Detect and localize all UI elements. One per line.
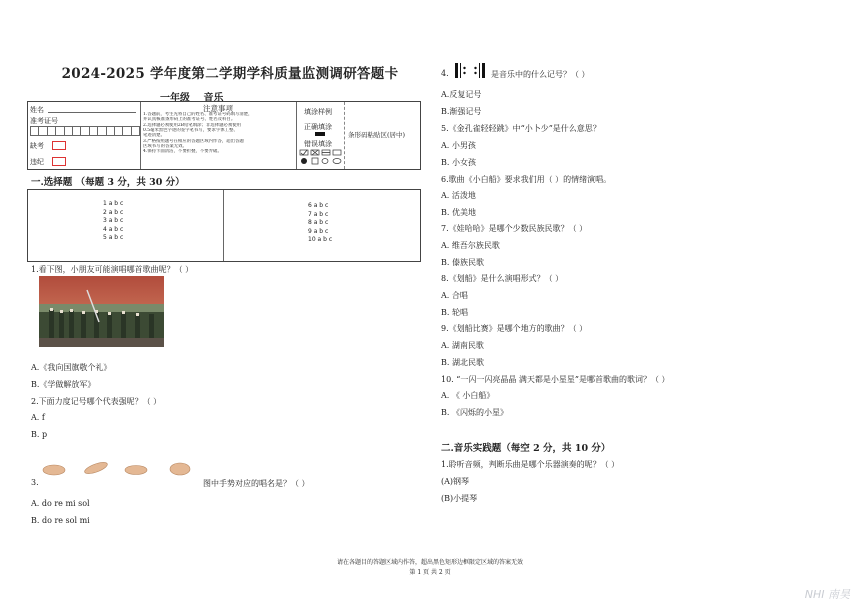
wrong-fill-marks-icon (299, 149, 343, 165)
grade-label: 一年级 (160, 93, 190, 104)
answer-row[interactable]: 10 a b c (308, 236, 333, 243)
section2-title: 二.音乐实践题（每空 2 分，共 10 分） (441, 443, 611, 454)
q6-option-a: A. 活泼地 (441, 191, 476, 200)
watermark-logo: NHI 南昊 (804, 588, 850, 601)
repeat-sign-icon (452, 62, 488, 79)
note-line: 笔迹清楚。 (143, 133, 165, 138)
question-4-number: 4. (441, 69, 449, 78)
section1-title: 一.选择题 （每题 3 分，共 30 分） (31, 177, 185, 188)
q7-option-a: A. 维吾尔族民歌 (441, 241, 500, 250)
note-line: 并认真核准条形码上的准考证号、姓名及科目。 (143, 117, 236, 122)
violation-checkbox[interactable] (52, 157, 66, 166)
name-label: 姓名 (30, 106, 44, 114)
answer-row[interactable]: 7 a b c (308, 210, 329, 218)
note-line: 1.答题前，考生先将自己的姓名、准考证号码填写清楚， (143, 112, 253, 117)
answer-row[interactable]: 9 a b c (308, 227, 329, 235)
question-9: 9.《划船比赛》是哪个地方的歌曲？（ ） (441, 324, 588, 333)
sample-title: 填涂样例 (304, 108, 332, 116)
question-8: 8.《划船》是什么演唱形式？（ ） (441, 274, 564, 283)
subject-label: 音乐 (203, 93, 224, 104)
answer-row[interactable]: 3 a b c (103, 217, 124, 224)
q2-option-a: A. f (31, 413, 45, 422)
absent-checkbox[interactable] (52, 141, 66, 150)
question-2: 2.下面力度记号哪个代表强呢？（ ） (31, 397, 162, 406)
notes-panel (140, 102, 297, 169)
practice-question-1: 1.聆听音频，判断乐曲是哪个乐器演奏的呢？（ ） (441, 460, 620, 469)
footer-notice: 请在各题目的答题区域内作答，超出黑色矩形边框限定区域的答案无效 (336, 559, 523, 566)
correct-fill-mark (315, 132, 325, 136)
barcode-label: 条形码粘贴区(居中) (348, 131, 406, 139)
fill-sample-panel (296, 102, 345, 169)
exam-id-grid[interactable] (30, 126, 139, 136)
note-line: 2.选择题必须使用2B铅笔填涂；非选择题必须使用 (143, 123, 242, 128)
q1-option-a: A.《我向国旗敬个礼》 (31, 363, 112, 372)
practice-q1-option-b: (B)小提琴 (441, 494, 478, 503)
q10-option-a: A. 《 小白船》 (441, 391, 495, 400)
answer-divider (223, 190, 224, 261)
q8-option-b: B. 轮唱 (441, 308, 468, 317)
candidate-fields (28, 102, 141, 169)
q3-option-a: A. do re mi sol (31, 499, 90, 508)
note-line: 4.保持卡面清洁，不要折叠，不要弄破。 (143, 149, 222, 154)
q4-option-b: B.渐强记号 (441, 107, 482, 116)
answer-row[interactable]: 4 a b c (103, 225, 124, 233)
barcode-area (344, 102, 420, 169)
question-5: 5.《金孔雀轻轻跳》中“小卜少”是什么意思？ (441, 124, 601, 133)
exam-id-label: 准考证号 (30, 117, 58, 125)
q9-option-a: A. 湖南民歌 (441, 341, 484, 350)
answer-column-right[interactable] (308, 202, 332, 245)
candidate-info-box (27, 101, 421, 170)
answer-column-left[interactable] (103, 200, 123, 243)
answer-row[interactable]: 1 a b c (103, 200, 124, 207)
answer-row[interactable]: 2 a b c (103, 208, 124, 216)
q9-option-b: B. 湖北民歌 (441, 358, 484, 367)
absent-label: 缺考 (30, 142, 44, 150)
question-10: 10. “一闪一闪亮晶晶 满天都是小星星”是哪首歌曲的歌词？（ ） (441, 375, 670, 384)
answer-grid (27, 189, 421, 262)
note-line: 3.严格按照题号在相应的答题区域内作答，超出答题 (143, 139, 244, 144)
page-title: 2024-2025 学年度第二学期学科质量监测调研答题卡 (61, 66, 399, 82)
correct-fill-label: 正确填涂 (304, 123, 332, 131)
violation-label: 违纪 (30, 158, 44, 166)
q5-option-a: A. 小男孩 (441, 141, 476, 150)
note-line: 区域书写的答案无效。 (143, 144, 187, 149)
question-4-text: 是音乐中的什么记号？（ ） (491, 70, 590, 79)
wrong-fill-label: 错误填涂 (304, 140, 332, 148)
hand-sign-icon (40, 460, 200, 478)
practice-q1-option-a: (A)钢琴 (441, 477, 470, 486)
answer-row[interactable]: 8 a b c (308, 219, 329, 226)
q5-option-b: B. 小女孩 (441, 158, 476, 167)
question-7: 7.《娃哈哈》是哪个少数民族民歌？（ ） (441, 224, 588, 233)
q6-option-b: B. 优美地 (441, 208, 476, 217)
name-field[interactable] (48, 112, 136, 113)
q4-option-a: A.反复记号 (441, 90, 482, 99)
answer-row[interactable]: 5 a b c (103, 234, 124, 241)
q2-option-b: B. p (31, 430, 48, 439)
notes-title: 注意事项 (203, 104, 233, 113)
answer-row[interactable]: 6 a b c (308, 202, 329, 209)
q8-option-a: A. 合唱 (441, 291, 468, 300)
parade-photo (39, 276, 164, 347)
q7-option-b: B. 傣族民歌 (441, 258, 484, 267)
note-line: 0.5毫米黑色字迹的签字笔书写，要求字体工整、 (143, 128, 238, 133)
question-3-number: 3. (31, 478, 39, 487)
question-3-text: 图中手势对应的唱名是？（ ） (203, 479, 310, 488)
question-1: 1.看下图，小朋友可能演唱哪首歌曲呢？（ ） (31, 265, 194, 274)
page-number: 第 1 页 共 2 页 (409, 569, 451, 576)
question-6: 6.歌曲《小白船》要求我们用（ ）的情绪演唱。 (441, 175, 612, 184)
q3-option-b: B. do re sol mi (31, 516, 90, 525)
q1-option-b: B.《学做解放军》 (31, 380, 96, 389)
q10-option-b: B. 《闪烁的小星》 (441, 408, 508, 417)
